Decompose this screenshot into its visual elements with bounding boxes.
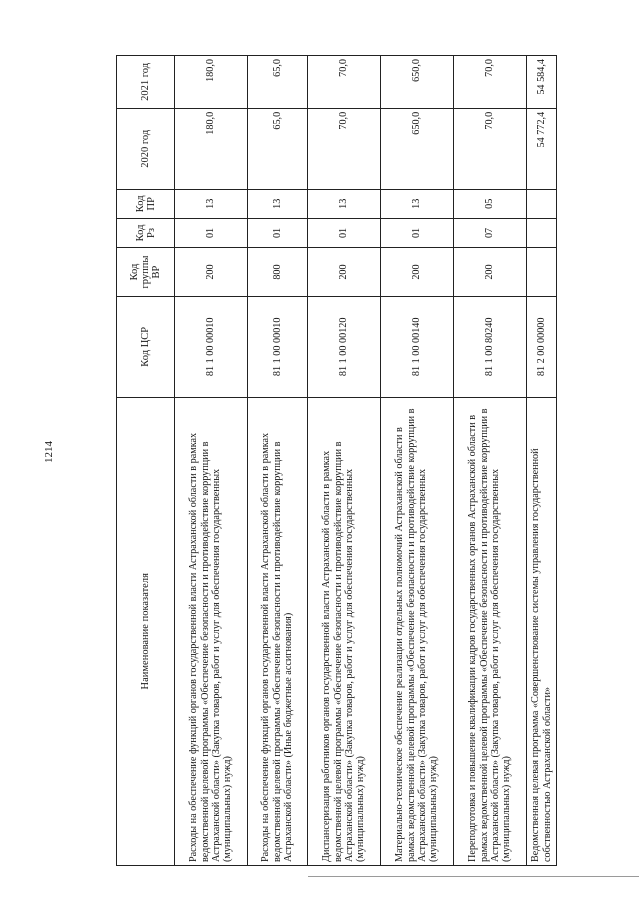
table-row xyxy=(308,56,381,866)
row-name: Ведомственная целевая программа «Совершенствование системы управления государственной собственностью Астраханской области» xyxy=(527,397,557,865)
row-name: Расходы на обеспечение функций органов государственной власти Астраханской области в рамках ведомственной целевой программы «Обеспечение безопасности и противодействие коррупции в Астраханской области» (Иные бюджетные ассигнования) xyxy=(248,397,308,865)
row-rz: 01 xyxy=(308,218,381,247)
header-pr: Код ПР xyxy=(117,189,175,218)
table-row xyxy=(248,56,308,866)
budget-table xyxy=(116,55,557,866)
header-2020: 2020 год xyxy=(117,108,175,189)
row-vr: 200 xyxy=(308,248,381,297)
header-name: Наименование показателя xyxy=(117,397,175,865)
table-row xyxy=(175,56,248,866)
row-2020: 70,0 xyxy=(454,108,527,189)
row-name: Материально-техническое обеспечение реализации отдельных полномочий Астраханской области в рамках ведомственной целевой программы «Обеспечение безопасности и противодействие коррупции в Астраханской области» (Закупка товаров, работ и услуг для обеспечения государственных (муниципальных) нужд) xyxy=(381,397,454,865)
row-rz xyxy=(527,218,557,247)
rotated-table-area xyxy=(116,55,553,866)
row-vr: 200 xyxy=(175,248,248,297)
table-header-row xyxy=(117,56,175,866)
page-number: 1214 xyxy=(43,441,55,463)
row-name: Диспансеризация работников органов государственной власти Астраханской области в рамках ведомственной целевой программы «Обеспечение безопасности и противодействие коррупции в Астраханской области» (Закупка товаров, работ и услуг для обеспечения государственных (муниципальных) нужд) xyxy=(308,397,381,865)
row-2021: 180,0 xyxy=(175,56,248,109)
row-rz: 01 xyxy=(381,218,454,247)
row-rz: 01 xyxy=(175,218,248,247)
row-pr xyxy=(527,189,557,218)
row-2021: 65,0 xyxy=(248,56,308,109)
row-pr: 13 xyxy=(248,189,308,218)
header-rz: Код Рз xyxy=(117,218,175,247)
row-pr: 13 xyxy=(308,189,381,218)
header-csr: Код ЦСР xyxy=(117,297,175,398)
row-csr: 81 1 00 00010 xyxy=(175,297,248,398)
row-pr: 05 xyxy=(454,189,527,218)
row-pr: 13 xyxy=(381,189,454,218)
row-2020: 650,0 xyxy=(381,108,454,189)
row-2021: 54 584,4 xyxy=(527,56,557,109)
table-row xyxy=(454,56,527,866)
row-csr: 81 1 00 00140 xyxy=(381,297,454,398)
row-csr: 81 1 00 00010 xyxy=(248,297,308,398)
row-vr: 200 xyxy=(381,248,454,297)
row-name: Расходы на обеспечение функций органов государственной власти Астраханской области в рамках ведомственной целевой программы «Обеспечение безопасности и противодействие коррупции в Астраханской области» (Закупка товаров, работ и услуг для обеспечения государственных (муниципальных) нужд) xyxy=(175,397,248,865)
row-2021: 70,0 xyxy=(308,56,381,109)
row-2021: 70,0 xyxy=(454,56,527,109)
table-row xyxy=(381,56,454,866)
row-2020: 70,0 xyxy=(308,108,381,189)
row-csr: 81 2 00 00000 xyxy=(527,297,557,398)
row-csr: 81 1 00 80240 xyxy=(454,297,527,398)
row-2020: 54 772,4 xyxy=(527,108,557,189)
row-2021: 650,0 xyxy=(381,56,454,109)
row-name: Переподготовка и повышение квалификации кадров государственных органов Астраханской области в рамках ведомственной целевой программы «Обеспечение безопасности и противодействие коррупции в Астраханской области» (Закупка товаров, работ и услуг для обеспечения государственных (муниципальных) нужд) xyxy=(454,397,527,865)
row-csr: 81 1 00 00120 xyxy=(308,297,381,398)
row-rz: 07 xyxy=(454,218,527,247)
row-vr: 800 xyxy=(248,248,308,297)
row-2020: 180,0 xyxy=(175,108,248,189)
row-pr: 13 xyxy=(175,189,248,218)
header-2021: 2021 год xyxy=(117,56,175,109)
row-rz: 01 xyxy=(248,218,308,247)
row-2020: 65,0 xyxy=(248,108,308,189)
scan-edge-line xyxy=(308,876,639,877)
row-vr xyxy=(527,248,557,297)
row-vr: 200 xyxy=(454,248,527,297)
header-vr: Код группы ВР xyxy=(117,248,175,297)
table-row xyxy=(527,56,557,866)
